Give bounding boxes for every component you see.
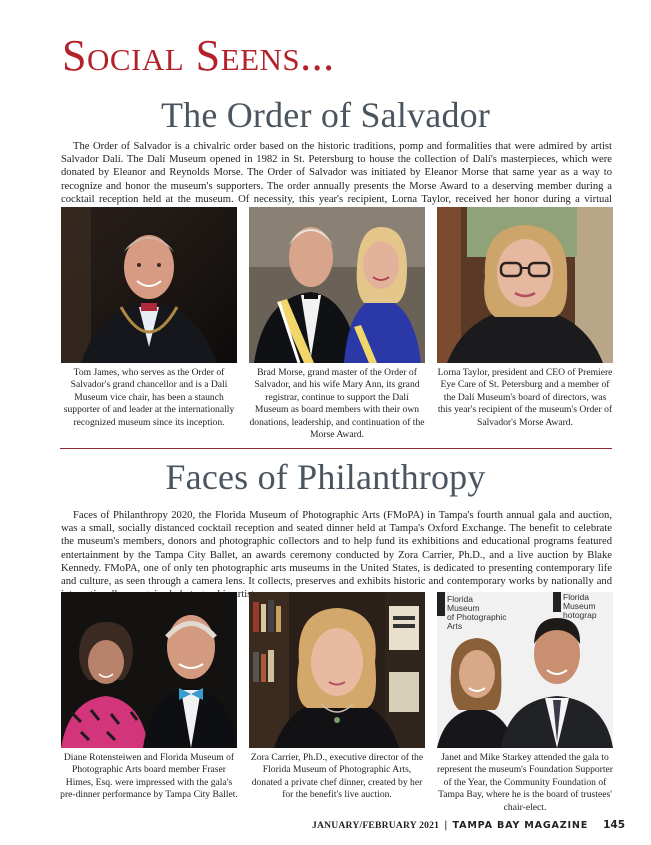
backdrop-logo-text-left: Museum: [447, 603, 480, 613]
photo-lorna-taylor: [437, 207, 613, 363]
photo-zora-carrier: [249, 592, 425, 748]
backdrop-logo-text-right: Florida: [563, 592, 589, 602]
portrait-image: [437, 592, 613, 748]
photo-caption: Brad Morse, grand master of the Order of Salvador, and his wife Mary Ann, its grand registrar, continue to support the Dalí Museum as board members with their own donations, leadership, and continuation of the Morse Award.: [249, 367, 425, 441]
page-kicker: Social Seens...: [62, 31, 335, 80]
portrait-image: [437, 207, 613, 363]
portrait-image: [249, 207, 425, 363]
photo-brad-mary-ann-morse: [249, 207, 425, 363]
section-title-faces-of-philanthropy: Faces of Philanthropy: [165, 457, 486, 497]
backdrop-logo-text-left: Florida: [447, 594, 473, 604]
backdrop-logo-text-left: Arts: [447, 621, 463, 631]
footer-separator: |: [444, 819, 448, 831]
section-divider: [60, 448, 612, 449]
photo-caption: Lorna Taylor, president and CEO of Premiere Eye Care of St. Petersburg and a member of the Dalí Museum's board of directors, was this year's recipient of the museum's Order of Salvador's Morse Award.: [437, 367, 613, 428]
photo-janet-mike-starkey: [437, 592, 613, 748]
portrait-image: [61, 207, 237, 363]
backdrop-logo-text-left: of Photographic: [447, 612, 507, 622]
page-footer: [312, 819, 625, 831]
backdrop-logo-text-right: Museum: [563, 601, 596, 611]
magazine-name: TAMPA BAY MAGAZINE: [452, 819, 589, 831]
article-body-order-of-salvador: The Order of Salvador is a chivalric order based on the historic traditions, pomp and formalities that were admired by artist Salvador Dalí. The Dalí Museum opened in 1982 in St. Petersburg to house the collection of Dalí's masterpieces, which were donated by Eleanor and Reynolds Morse. The Order of Salvador was initiated by Eleanor Morse that same year as a way to recognize and honor the museum's supporters. The order annually presents the Morse Award to a deserving member during a cocktail reception held at the museum. Of necessity, this year's recipient, Lorna Taylor, received her honor during a virtual: [61, 141, 612, 205]
photo-caption: Janet and Mike Starkey attended the gala to represent the museum's Foundation Supporter of the Year, the Community Foundation of Tampa Bay, where he is the board of trustees' chair-elect.: [437, 752, 613, 813]
photo-caption: Zora Carrier, Ph.D., executive director of the Florida Museum of Photographic Arts, donated a private chef dinner, created by her for the benefit's live auction.: [250, 752, 424, 801]
article-body-faces-of-philanthropy: Faces of Philanthropy 2020, the Florida Museum of Photographic Arts (FMoPA) in Tampa's fourth annual gala and auction, was a small, socially distanced cocktail reception and seated dinner held at Tampa's Oxford Exchange. The benefit to celebrate the museum's members, donors and photographic collectors and to help fund its exhibitions and educational programs featured entertainment by the Tampa City Ballet, an awards ceremony conducted by Zora Carrier, Ph.D., and a live auction by Blake Kennedy. FMoPA, one of only ten photographic arts museums in the United States, is dedicated to presenting contemporary life and culture, as seen through a camera lens. It collects, preserves and exhibits historic and contemporary works by nationally and artists.: [61, 510, 612, 601]
section-title-order-of-salvador: The Order of Salvador: [160, 95, 491, 135]
backdrop-logo-text-right: hotograp: [563, 610, 597, 620]
page-number: 145: [603, 819, 625, 831]
photo-caption: Tom James, who serves as the Order of Salvador's grand chancellor and is a Dalí Museum vice chair, has been a staunch supporter of and leader at the internationally recognized museum since its inception.: [63, 367, 235, 428]
issue-date: JANUARY/FEBRUARY 2021: [312, 819, 440, 831]
portrait-image: [249, 592, 425, 748]
portrait-image: [61, 592, 237, 748]
photo-diane-rotensteiwen-fraser-himes: [61, 592, 237, 748]
photo-tom-james: [61, 207, 237, 363]
photo-caption: Diane Rotensteiwen and Florida Museum of Photographic Arts board member Fraser Himes, Esq. were impressed with the gala's pre-dinner performance by Tampa City Ballet.: [60, 752, 238, 801]
